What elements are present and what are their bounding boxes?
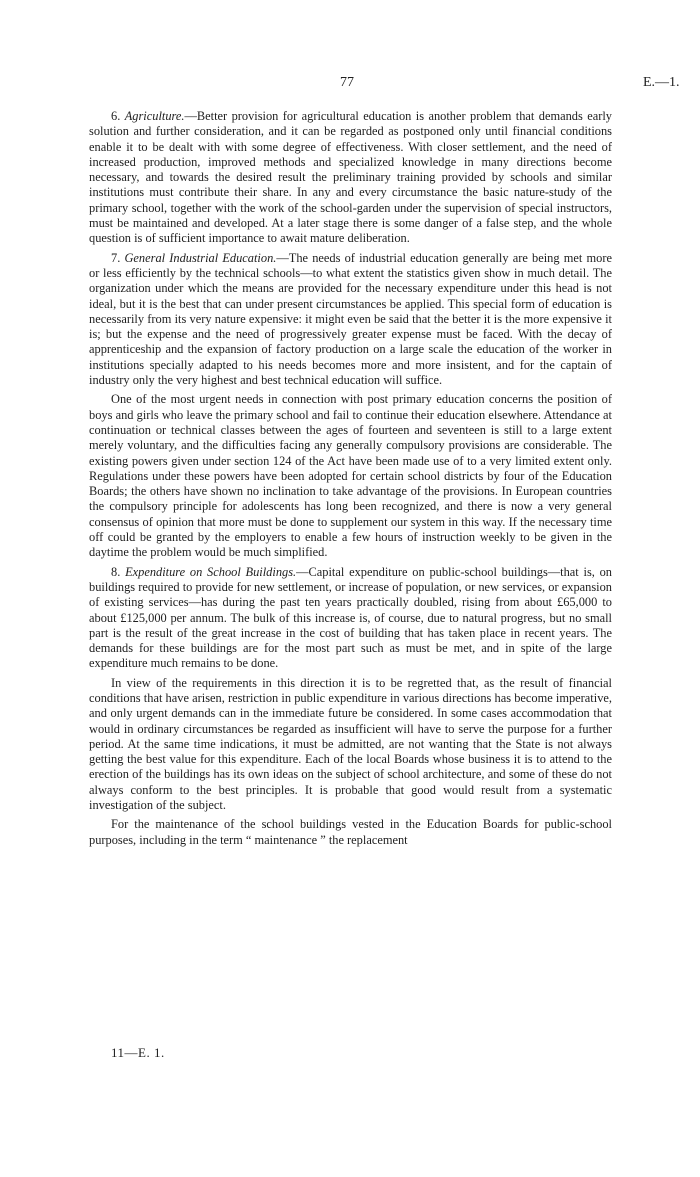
- paragraph-industrial-education: [89, 251, 612, 389]
- paragraph-restriction: [89, 676, 612, 814]
- paragraph-school-buildings: [89, 565, 612, 672]
- paragraph-heading: Expenditure on School Buildings.: [125, 564, 297, 579]
- paragraph-number: 7.: [111, 250, 121, 265]
- paragraph-heading: General Industrial Education.: [124, 250, 277, 265]
- paragraph-maintenance: [89, 817, 612, 848]
- paragraph-text: In view of the requirements in this direction it is to be regretted that, as the result of financial conditions that have arisen, restriction in public expenditure in various directions has become imperative, and only urgent demands can in the immediate future be considered. In some cases accommodation that would in ordinary circumstances be regarded as insufficient will have to serve the purpose for a further period. At the same time indications, it must be admitted, are not wanting that the State is not always getting the best value for this expenditure. Each of the local Boards whose business it is to attend to the erection of the buildings has its own ideas on the subject of school architecture, and some of these do not always conform to the best principles. It is probable that good would result from a systematic investigation of the subject.: [89, 675, 612, 813]
- body-text: [89, 109, 612, 852]
- paragraph-text: —The needs of industrial education generally are being met more or less efficiently by the technical schools—to what extent the statistics given show in much detail. The organization under which the means are provided for the necessary expenditure under this head is not ideal, but it is the best that can under present circumstances be applied. This special form of education is necessarily from its very nature expensive: it might even be said that the better it is the more expensive it is; but the expense and the need of progressively greater expense must be faced. With the decay of apprenticeship and the expansion of factory production on a large scale the education of the worker in institutions specially adapted to his needs becomes more and more insistent, and for the captain of industry only the very highest and best technical education will suffice.: [89, 250, 612, 388]
- paragraph-text: —Capital expenditure on public-school buildings—that is, on buildings required to provide for new settlement, or increase of population, or new services, or expansion of existing services—has during the past ten years practically doubled, rising from about £65,000 to about £125,000 per annum. The bulk of this increase is, of course, due to natural progress, but no small part is the result of the great increase in the cost of building that has taken place in recent years. The demands for these buildings are for the most part such as must be met, and in spite of the large expenditure much remains to be done.: [89, 564, 613, 671]
- page-number: 77: [340, 75, 354, 90]
- page-header: [0, 75, 700, 95]
- document-reference: E.—1.: [643, 75, 680, 90]
- paragraph-text: One of the most urgent needs in connection with post primary education concerns the position of boys and girls who leave the primary school and fail to continue their education elsewhere. Attendance at continuation or technical classes between the ages of fourteen and seventeen is still to a large extent merely voluntary, and the difficulties facing any generally compulsory provisions are considerable. The existing powers given under section 124 of the Act have been made use of to a very limited extent only. Regulations under these powers have been adopted for certain school districts by four of the Education Boards; the others have shown no inclination to take advantage of the provisions. In European countries the compulsory principle for adolescents has long been recognized, and there is now a very general consensus of opinion that more must be done to supplement our system in this way. If the necessary time off could be granted by the employers to enable a few hours of instruction weekly to be given in the daytime the problem would be much simplified.: [89, 392, 612, 560]
- paragraph-post-primary: [89, 392, 612, 560]
- paragraph-text: For the maintenance of the school buildings vested in the Education Boards for public-school purposes, including in the term “ maintenance ” the replacement: [89, 817, 612, 847]
- paragraph-agriculture: [89, 109, 612, 247]
- paragraph-number: 6.: [111, 109, 121, 123]
- paragraph-number: 8.: [111, 564, 121, 579]
- paragraph-heading: Agriculture.: [124, 109, 185, 123]
- paragraph-text: —Better provision for agricultural education is another problem that demands early solution and further consideration, and it can be regarded as postponed only until financial conditions enable it to be dealt with with some degree of effectiveness. With closer settlement, and the need of increased production, improved methods and specialized knowledge in many directions become necessary, and towards the desired result the preliminary training provided by schools and similar institutions must contribute their share. In any and every circumstance the basic nature-study of the primary school, together with the work of the school-garden under the supervision of special instructors, must be maintained and developed. At a later stage there is some danger of a false step, and the whole question is of sufficient importance to await mature deliberation.: [89, 109, 612, 246]
- footer-signature: 11—E. 1.: [111, 1045, 165, 1060]
